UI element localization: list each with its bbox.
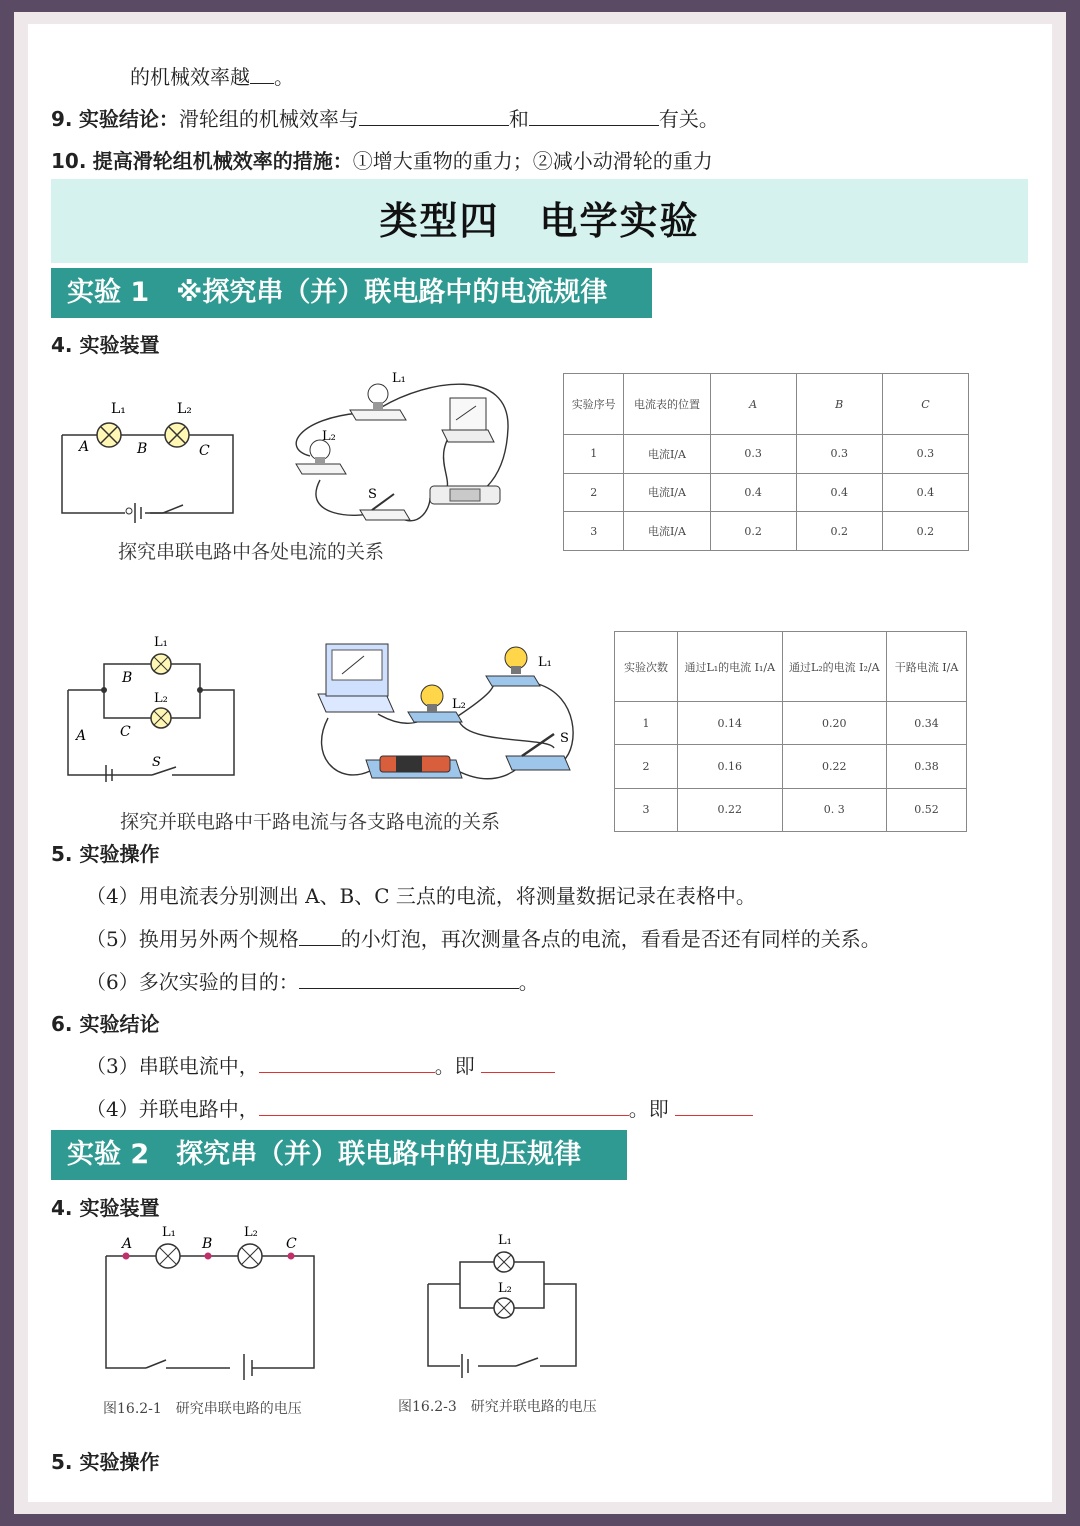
v-label-b: B — [202, 1236, 213, 1252]
exp1-op6-end: 。 — [518, 970, 539, 994]
table-row — [564, 473, 969, 512]
exp2-setup-heading: 4. 实验装置 — [51, 1196, 160, 1220]
series-physical-setup — [280, 368, 520, 528]
table1-header: 电流表的位置 — [624, 374, 710, 435]
exp1-setup-heading: 4. 实验装置 — [51, 333, 160, 357]
exp1-op5-b: 的小灯泡，再次测量各点的电流，看看是否还有同样的关系。 — [340, 927, 881, 951]
table-cell: 2 — [615, 745, 678, 788]
lamp-l1-icon — [97, 423, 121, 447]
item9-text: 滑轮组的机械效率与 — [178, 107, 359, 131]
table-cell: 0.22 — [678, 788, 783, 831]
table-row — [615, 745, 967, 788]
battery-icon — [430, 486, 500, 504]
par-phys-label-l2: L₂ — [452, 697, 466, 712]
exp1-op4: （4）用电流表分别测出 A、B、C 三点的电流，将测量数据记录在表格中。 — [86, 884, 756, 908]
table2-header: 通过L₂的电流 I₂/A — [782, 632, 887, 702]
parallel-caption: 探究并联电路中干路电流与各支路电流的关系 — [120, 811, 501, 833]
table-cell: 电流I/A — [624, 512, 710, 551]
exp1-op5-a: （5）换用另外两个规格 — [86, 927, 299, 951]
table-cell: 2 — [564, 473, 624, 512]
section-banner: 类型四 电学实验 — [51, 179, 1028, 263]
par-label-l2: L₂ — [154, 691, 168, 706]
bulb-l1-icon — [486, 647, 540, 686]
table-cell: 0.4 — [796, 473, 882, 512]
series-caption: 探究串联电路中各处电流的关系 — [118, 541, 385, 563]
table-cell: 3 — [564, 512, 624, 551]
vp-label-l1: L₁ — [498, 1233, 512, 1248]
lamp-l2-icon — [165, 423, 189, 447]
voltage-series-diagram — [96, 1220, 326, 1380]
table-cell: 电流I/A — [624, 473, 710, 512]
ammeter-icon — [318, 644, 394, 712]
v-label-l2: L₂ — [244, 1225, 258, 1240]
label-c: C — [199, 443, 210, 459]
table2-header: 干路电流 I/A — [887, 632, 967, 702]
par-label-a: A — [76, 728, 87, 744]
par-label-s: S — [152, 755, 161, 770]
v-label-a: A — [122, 1236, 133, 1252]
table-cell: 1 — [615, 702, 678, 745]
label-b: B — [137, 441, 148, 457]
blank — [481, 1054, 555, 1073]
table-cell: 1 — [564, 435, 624, 474]
table-cell: 0.22 — [782, 745, 887, 788]
battery-icon — [366, 756, 462, 778]
table1-header: A — [710, 374, 796, 435]
lamp-l2-icon — [494, 1298, 514, 1318]
exp1-header: 实验 1 ※探究串（并）联电路中的电流规律 — [51, 268, 652, 318]
blank — [250, 65, 274, 84]
exp1-op6-text: （6）多次实验的目的： — [86, 970, 299, 994]
exp1-op-heading: 5. 实验操作 — [51, 842, 160, 866]
lamp-l1-icon — [151, 654, 171, 674]
item-10 — [51, 145, 713, 174]
table-cell: 0.2 — [882, 512, 968, 551]
blank — [529, 107, 659, 126]
item10-label: 提高滑轮组机械效率的措施： — [92, 149, 353, 173]
table-cell: 0.3 — [796, 435, 882, 474]
table-cell: 0.3 — [710, 435, 796, 474]
table-cell: 电流I/A — [624, 435, 710, 474]
exp1-concl4 — [86, 1093, 753, 1122]
blank — [299, 970, 519, 989]
par-label-b: B — [122, 670, 133, 686]
par-phys-label-s: S — [560, 731, 569, 746]
blank — [259, 1054, 435, 1073]
exp1-concl-heading: 6. 实验结论 — [51, 1012, 160, 1036]
phys-label-l1: L₁ — [392, 371, 406, 386]
table1-header: 实验序号 — [564, 374, 624, 435]
table-row — [564, 435, 969, 474]
table2-header: 实验次数 — [615, 632, 678, 702]
item9-and: 和 — [508, 107, 529, 131]
blank — [675, 1097, 753, 1116]
series-circuit-diagram — [55, 395, 245, 525]
lamp-l2-icon — [151, 708, 171, 728]
phys-label-s: S — [368, 487, 377, 502]
table1-header: C — [882, 374, 968, 435]
intro-line-top — [130, 61, 294, 90]
phys-label-l2: L₂ — [322, 429, 336, 444]
bulb-l2-icon — [296, 440, 346, 474]
vp-label-l2: L₂ — [498, 1281, 512, 1296]
exp1-concl4-mid: 。即 — [628, 1097, 669, 1121]
blank — [359, 107, 509, 126]
exp1-concl4-text: （4）并联电路中， — [86, 1097, 259, 1121]
item10-num: 10. — [51, 149, 87, 173]
intro-line-top-text: 的机械效率越 — [130, 65, 250, 89]
voltage-parallel-diagram — [420, 1228, 590, 1378]
parallel-circuit-diagram — [60, 632, 250, 782]
exp1-op5 — [86, 923, 881, 952]
table-cell: 0. 3 — [782, 788, 887, 831]
table-cell: 0.34 — [887, 702, 967, 745]
label-l2: L₂ — [177, 401, 192, 417]
table-row — [564, 512, 969, 551]
blank — [299, 927, 341, 946]
fig2-caption: 图16.2-3 研究并联电路的电压 — [398, 1399, 597, 1415]
label-l1: L₁ — [111, 401, 126, 417]
table-cell: 0.16 — [678, 745, 783, 788]
lamp-l1-icon — [494, 1252, 514, 1272]
exp2-op-heading: 5. 实验操作 — [51, 1450, 160, 1474]
lamp-l1-icon — [156, 1244, 180, 1268]
table-row — [615, 788, 967, 831]
exp1-concl3-mid: 。即 — [434, 1054, 475, 1078]
table-cell: 0.4 — [882, 473, 968, 512]
table-cell: 0.38 — [887, 745, 967, 788]
intro-line-top-end: 。 — [274, 65, 294, 89]
table-cell: 0.20 — [782, 702, 887, 745]
par-label-l1: L₁ — [154, 635, 168, 650]
exp2-header: 实验 2 探究串（并）联电路中的电压规律 — [51, 1130, 627, 1180]
exp1-concl3 — [86, 1050, 555, 1079]
bulb-l1-icon — [350, 384, 406, 420]
item9-num: 9. — [51, 107, 73, 131]
table-cell: 0.2 — [710, 512, 796, 551]
item9-label: 实验结论： — [78, 107, 179, 131]
ammeter-icon — [442, 398, 494, 442]
v-label-c: C — [286, 1236, 297, 1252]
blank — [259, 1097, 629, 1116]
exp1-op6 — [86, 966, 539, 995]
table-row — [615, 702, 967, 745]
parallel-physical-setup — [308, 636, 580, 786]
item-9 — [51, 103, 719, 132]
table-cell: 0.14 — [678, 702, 783, 745]
series-current-table — [563, 373, 969, 551]
par-label-c: C — [120, 724, 131, 740]
table-cell: 0.52 — [887, 788, 967, 831]
table2-header: 通过L₁的电流 I₁/A — [678, 632, 783, 702]
table1-header: B — [796, 374, 882, 435]
par-phys-label-l1: L₁ — [538, 655, 552, 670]
exp1-concl3-text: （3）串联电流中， — [86, 1054, 259, 1078]
table-cell: 3 — [615, 788, 678, 831]
label-a: A — [79, 439, 90, 455]
parallel-current-table — [614, 631, 967, 832]
table-cell: 0.3 — [882, 435, 968, 474]
item10-text: ①增大重物的重力；②减小动滑轮的重力 — [352, 149, 713, 173]
fig1-caption: 图16.2-1 研究串联电路的电压 — [103, 1401, 302, 1417]
table-cell: 0.4 — [710, 473, 796, 512]
item9-end: 有关。 — [658, 107, 719, 131]
v-label-l1: L₁ — [162, 1225, 176, 1240]
table-cell: 0.2 — [796, 512, 882, 551]
lamp-l2-icon — [238, 1244, 262, 1268]
